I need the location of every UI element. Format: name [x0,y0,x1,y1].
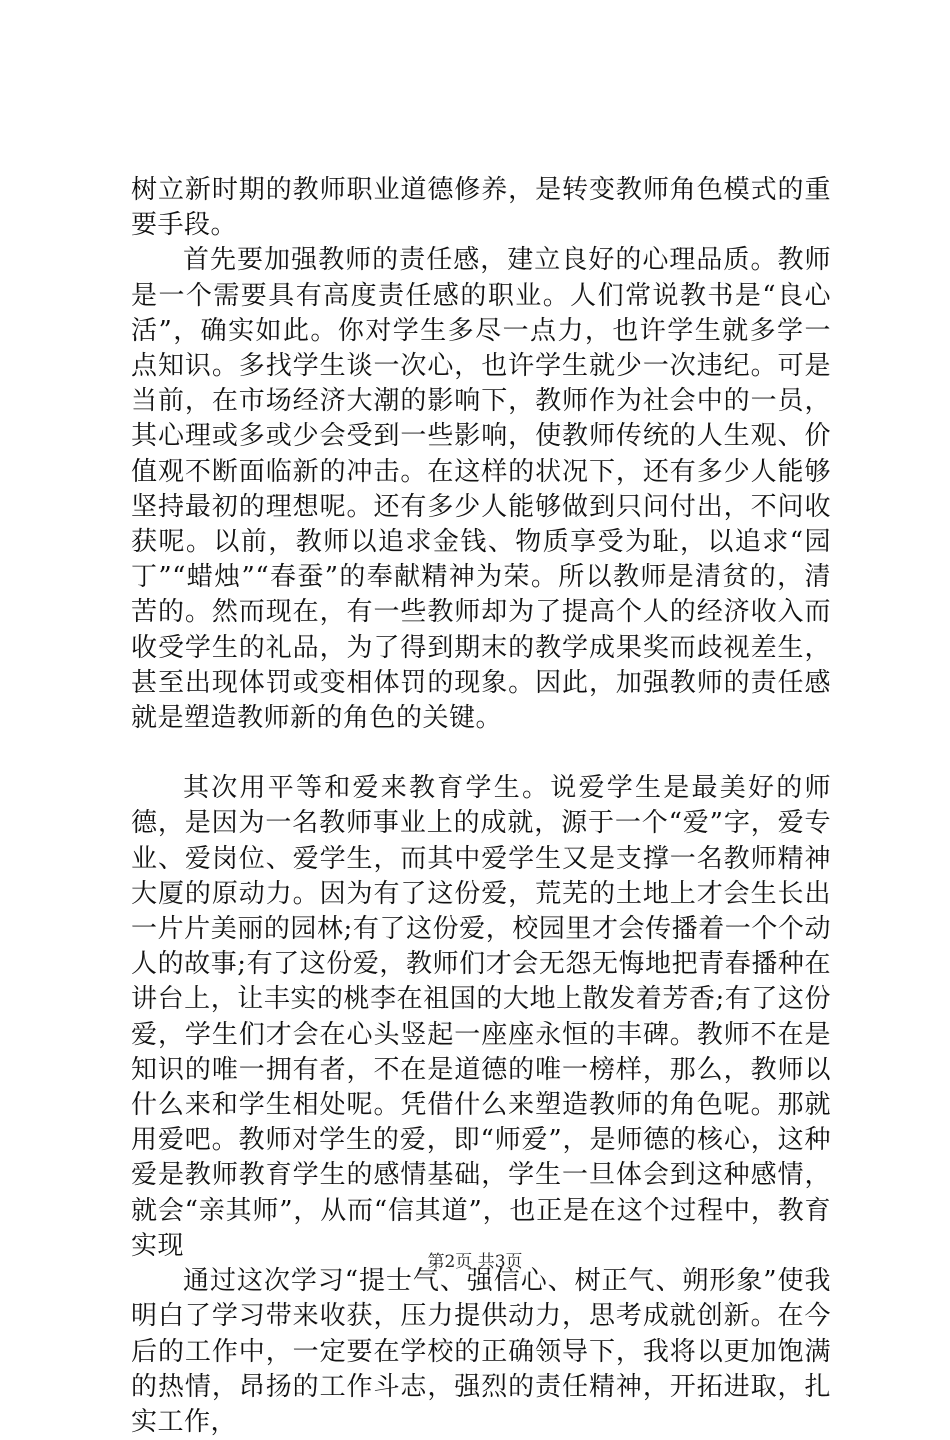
paragraph-4: 通过这次学习“提士气、强信心、树正气、朔形象”使我明白了学习带来收获，压力提供动力，思考成就创新。在今后的工作中，一定要在学校的正确领导下，我将以更加饱满的热情，昂扬的工作斗志，强烈的责任精神，开拓进取，扎实工作， [131,1266,831,1437]
paragraph-3: 其次用平等和爱来教育学生。说爱学生是最美好的师德，是因为一名教师事业上的成就，源于一个“爱”字，爱专业、爱岗位、爱学生，而其中爱学生又是支撑一名教师精神大厦的原动力。因为有了这份爱，荒芜的土地上才会生长出一片片美丽的园林;有了这份爱，校园里才会传播着一个个动人的故事;有了这份爱，教师们才会无怨无悔地把青春播种在讲台上，让丰实的桃李在祖国的大地上散发着芳香;有了这份爱，学生们才会在心头竖起一座座永恒的丰碑。教师不在是知识的唯一拥有者，不在是道德的唯一榜样，那么，教师以什么来和学生相处呢。凭借什么来塑造教师的角色呢。那就用爱吧。教师对学生的爱，即“师爱”，是师德的核心，这种爱是教师教育学生的感情基础，学生一旦体会到这种感情，就会“亲其师”，从而“信其道”，也正是在这个过程中，教育实现 [131,773,831,1261]
paragraph-2: 首先要加强教师的责任感，建立良好的心理品质。教师是一个需要具有高度责任感的职业。人们常说教书是“良心活”，确实如此。你对学生多尽一点力，也许学生就多学一点知识。多找学生谈一次心，也许学生就少一次违纪。可是当前，在市场经济大潮的影响下，教师作为社会中的一员，其心理或多或少会受到一些影响，使教师传统的人生观、价值观不断面临新的冲击。在这样的状况下，还有多少人能够坚持最初的理想呢。还有多少人能够做到只问付出，不问收获呢。以前，教师以追求金钱、物质享受为耻，以追求“园丁”“蜡烛”“春蚕”的奉献精神为荣。所以教师是清贫的，清苦的。然而现在，有一些教师却为了提高个人的经济收入而收受学生的礼品，为了得到期末的教学成果奖而歧视差生，甚至出现体罚或变相体罚的现象。因此，加强教师的责任感就是塑造教师新的角色的关键。 [131,245,831,734]
paragraph-1: 树立新时期的教师职业道德修养，是转变教师角色模式的重要手段。 [131,175,831,241]
page-footer: 第2页 共3页 [427,1252,523,1272]
